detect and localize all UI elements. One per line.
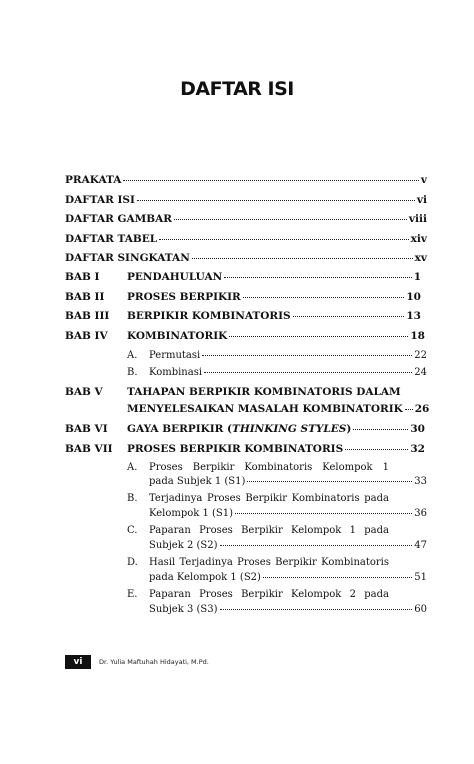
toc-label: Kombinasi xyxy=(149,367,203,378)
toc-label: pada Kelompok 1 (S2) xyxy=(149,572,261,583)
toc-label: BERPIKIR KOMBINATORIS xyxy=(127,310,291,322)
toc-page: viii xyxy=(408,213,427,225)
toc-item-line1 xyxy=(149,589,389,600)
author-name: Dr. Yulia Maftuhah Hidayati, M.Pd. xyxy=(99,658,209,666)
item-letter: A. xyxy=(127,462,138,473)
toc-entry-kombinasi[interactable] xyxy=(149,367,427,378)
page-title: DAFTAR ISI xyxy=(180,78,294,100)
toc-page: 51 xyxy=(414,572,427,583)
toc-label: DAFTAR TABEL xyxy=(65,233,158,245)
toc-page: 24 xyxy=(414,367,427,378)
toc-label: Subjek 2 (S2) xyxy=(149,540,218,551)
toc-entry-bab-4[interactable] xyxy=(127,330,425,342)
toc-label: PRAKATA xyxy=(65,174,122,186)
toc-entry-item-a[interactable] xyxy=(149,476,427,487)
dot-leader xyxy=(235,513,412,514)
toc-label-prefix: GAYA BERPIKIR ( xyxy=(127,423,233,435)
toc-page: 30 xyxy=(410,423,425,435)
toc-entry-bab-5-line1 xyxy=(127,386,401,398)
item-letter: C. xyxy=(127,525,138,536)
toc-page: xiv xyxy=(410,233,427,245)
item-letter: B. xyxy=(127,493,138,504)
toc-label: pada Subjek 1 (S1) xyxy=(149,476,246,487)
toc-label: PROSES BERPIKIR xyxy=(127,291,241,303)
dot-leader xyxy=(293,316,405,317)
dot-leader xyxy=(202,355,412,356)
toc-entry-prakata[interactable] xyxy=(65,174,427,186)
dot-leader xyxy=(220,545,413,546)
toc-label-suffix: ) xyxy=(346,423,352,435)
toc-entry-permutasi[interactable] xyxy=(149,350,427,361)
toc-entry-item-d[interactable] xyxy=(149,572,427,583)
dot-leader xyxy=(137,200,415,201)
toc-page: v xyxy=(420,174,427,186)
toc-entry-bab-6[interactable] xyxy=(127,423,425,435)
toc-label: KOMBINATORIK xyxy=(127,330,228,342)
item-letter: A. xyxy=(127,350,138,361)
toc-entry-daftar-isi[interactable] xyxy=(65,194,427,206)
toc-page: 13 xyxy=(406,310,421,322)
toc-page: 10 xyxy=(406,291,421,303)
toc-item-line1 xyxy=(149,462,389,473)
dot-leader xyxy=(247,481,412,482)
toc-label: DAFTAR GAMBAR xyxy=(65,213,172,225)
chapter-code: BAB V xyxy=(65,386,103,398)
toc-label: DAFTAR ISI xyxy=(65,194,135,206)
toc-item-line1 xyxy=(149,525,389,536)
toc-label: TAHAPAN BERPIKIR KOMBINATORIS DALAM xyxy=(127,386,401,398)
toc-label: PENDAHULUAN xyxy=(127,271,223,283)
dot-leader xyxy=(345,449,408,450)
toc-item-line1 xyxy=(149,493,389,504)
dot-leader xyxy=(243,297,405,298)
chapter-code: BAB VI xyxy=(65,423,108,435)
dot-leader xyxy=(220,609,413,610)
toc-page: 36 xyxy=(414,508,427,519)
chapter-code: BAB IV xyxy=(65,330,108,342)
toc-page: 33 xyxy=(414,476,427,487)
toc-label: MENYELESAIKAN MASALAH KOMBINATORIK xyxy=(127,403,403,415)
toc-item-line1 xyxy=(149,557,389,568)
toc-page: 47 xyxy=(414,540,427,551)
toc-page: xv xyxy=(414,252,427,264)
dot-leader xyxy=(224,277,411,278)
dot-leader xyxy=(405,409,413,410)
toc-entry-bab-2[interactable] xyxy=(127,291,421,303)
chapter-code: BAB I xyxy=(65,271,100,283)
toc-label-italic: THINKING STYLES xyxy=(232,423,347,435)
toc-label: PROSES BERPIKIR KOMBINATORIS xyxy=(127,443,344,455)
toc-page: 18 xyxy=(410,330,425,342)
toc-page: 1 xyxy=(413,271,421,283)
toc-page: 26 xyxy=(414,403,430,415)
toc-label xyxy=(127,423,351,435)
toc-label: Terjadinya Proses Berpikir Kombinatoris pada xyxy=(149,493,389,504)
page-number-badge: vi xyxy=(65,655,91,669)
dot-leader xyxy=(174,219,407,220)
item-letter: D. xyxy=(127,557,138,568)
dot-leader xyxy=(123,180,418,181)
item-letter: E. xyxy=(127,589,138,600)
toc-entry-bab-5[interactable] xyxy=(127,403,430,415)
toc-label: DAFTAR SINGKATAN xyxy=(65,252,190,264)
chapter-code: BAB III xyxy=(65,310,110,322)
dot-leader xyxy=(159,239,409,240)
dot-leader xyxy=(263,577,412,578)
dot-leader xyxy=(192,258,413,259)
item-letter: B. xyxy=(127,367,138,378)
chapter-code: BAB II xyxy=(65,291,105,303)
toc-label: Proses Berpikir Kombinatoris Kelompok 1 xyxy=(149,462,389,473)
toc-label: Permutasi xyxy=(149,350,201,361)
toc-label: Hasil Terjadinya Proses Berpikir Kombinatoris xyxy=(149,557,389,568)
toc-entry-daftar-tabel[interactable] xyxy=(65,233,427,245)
toc-label: Kelompok 1 (S1) xyxy=(149,508,234,519)
toc-entry-bab-7[interactable] xyxy=(127,443,425,455)
toc-entry-daftar-gambar[interactable] xyxy=(65,213,427,225)
toc-entry-daftar-singkatan[interactable] xyxy=(65,252,427,264)
dot-leader xyxy=(204,372,412,373)
toc-page: 22 xyxy=(414,350,427,361)
dot-leader xyxy=(353,429,408,430)
dot-leader xyxy=(229,336,408,337)
toc-entry-item-b[interactable] xyxy=(149,508,427,519)
toc-page: 60 xyxy=(414,604,427,615)
page-footer xyxy=(65,655,209,669)
toc-label: Paparan Proses Berpikir Kelompok 2 pada xyxy=(149,589,389,600)
chapter-code: BAB VII xyxy=(65,443,113,455)
toc-label: Subjek 3 (S3) xyxy=(149,604,218,615)
toc-entry-item-c[interactable] xyxy=(149,540,427,551)
toc-label: Paparan Proses Berpikir Kelompok 1 pada xyxy=(149,525,389,536)
toc-entry-bab-1[interactable] xyxy=(127,271,421,283)
toc-page: 32 xyxy=(410,443,425,455)
toc-page: vi xyxy=(416,194,427,206)
toc-entry-item-e[interactable] xyxy=(149,604,427,615)
toc-entry-bab-3[interactable] xyxy=(127,310,421,322)
